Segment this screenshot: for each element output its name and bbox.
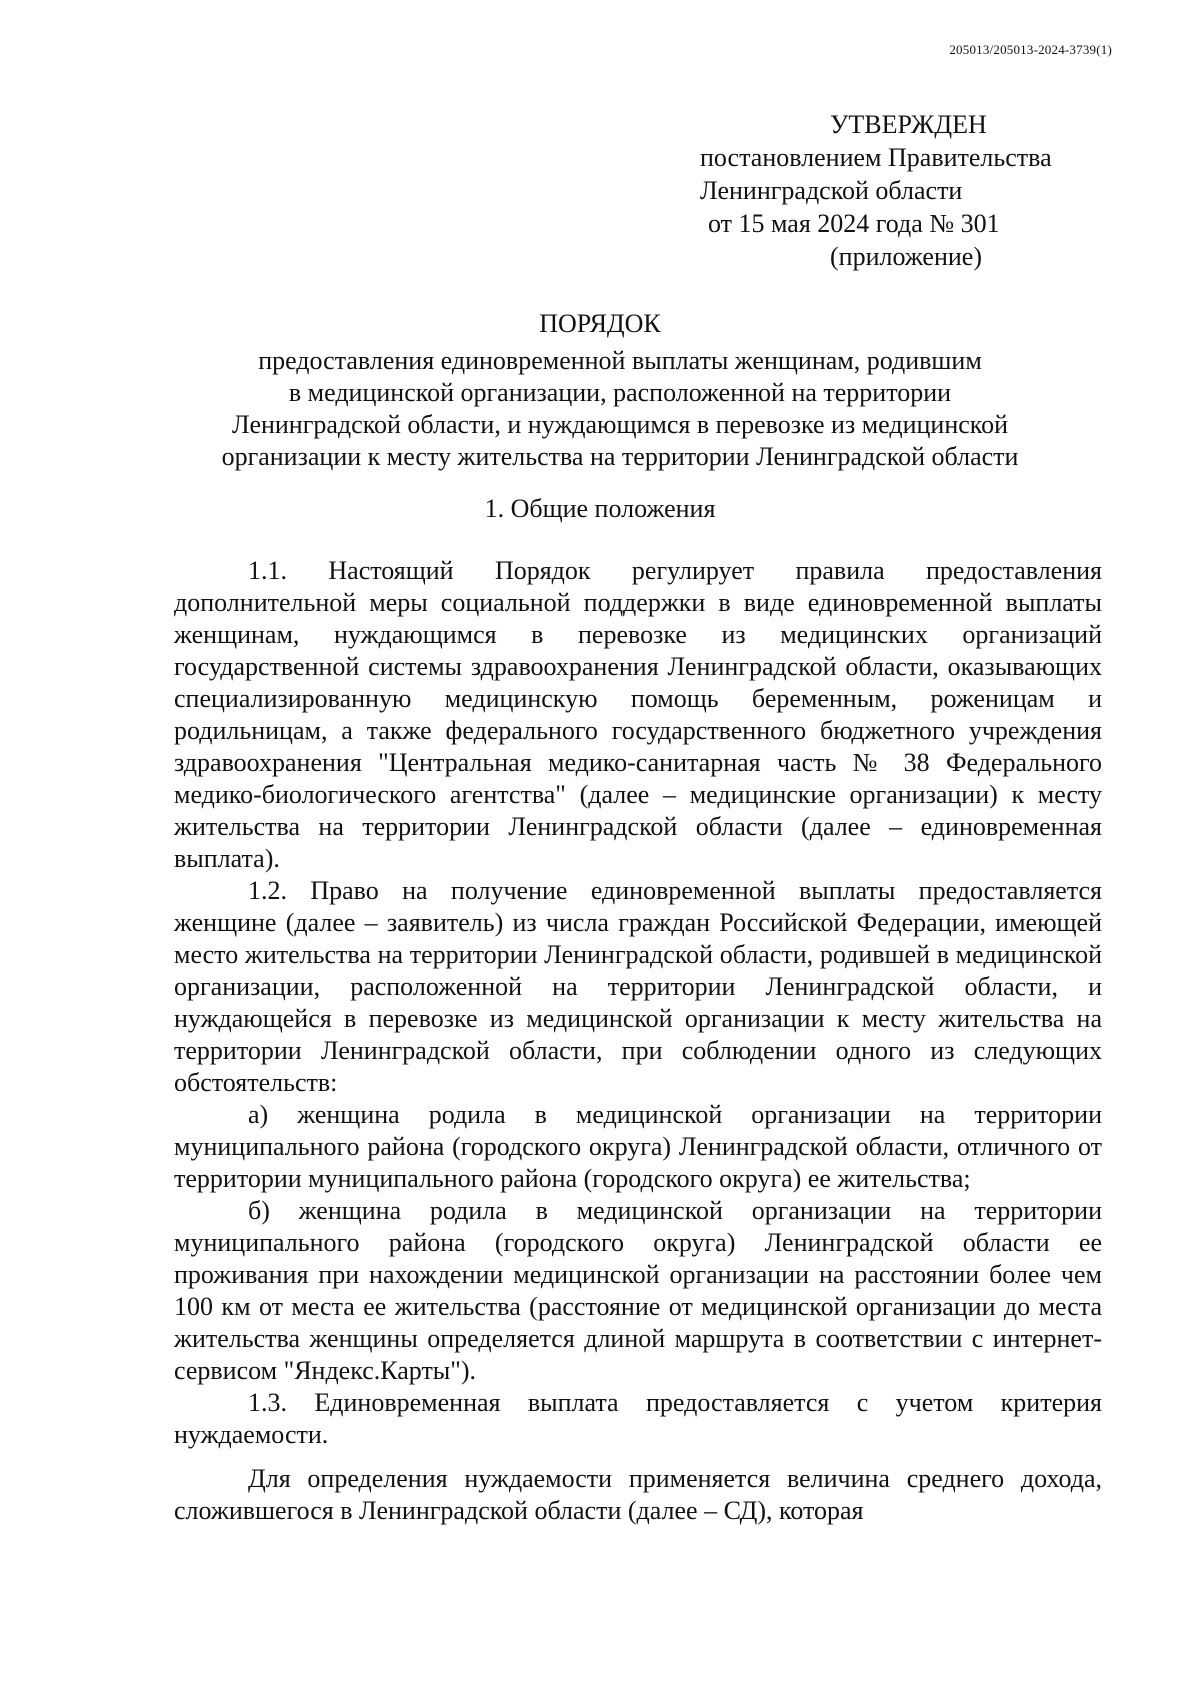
subtitle-line: организации к месту жительства на территории Ленинградской области [221,442,1019,471]
document-title: ПОРЯДОК [539,309,661,338]
approval-issuer: постановлением Правительства [700,143,1052,172]
approval-appendix: (приложение) [830,242,983,271]
document-subtitle [160,345,1080,473]
paragraph-1-2-b: б) женщина родила в медицинской организации на территории муниципального района (городского округа) Ленинградской области ее проживания при нахождении медицинской организации на расстоянии более чем 100 км от места ее жительства (расстояние от медицинской организации до места жительства женщины определяется длиной маршрута в соответствии с интернет-сервисом "Яндекс.Карты"). [174,1196,1102,1385]
paragraph-1-2-a: а) женщина родила в медицинской организации на территории муниципального района (городского округа) Ленинградской области, отличного от территории муниципального района (городского округа) ее жительства; [174,1100,1102,1193]
approval-date-number: от 15 мая 2024 года № 301 [708,209,1000,238]
subtitle-line: предоставления единовременной выплаты женщинам, родившим [258,346,982,375]
document-id: 205013/205013-2024-3739(1) [949,42,1112,57]
paragraph-need-criterion: Для определения нуждаемости применяется величина среднего дохода, сложившегося в Ленинградской области (далее – СД), которая [174,1464,1102,1525]
paragraph-1-1: 1.1. Настоящий Порядок регулирует правила предоставления дополнительной меры социальной поддержки в виде единовременной выплаты женщинам, нуждающимся в перевозке из медицинских организаций государственной системы здравоохранения Ленинградской области, оказывающих специализированную медицинскую помощь беременным, роженицам и родильницам, а также федерального государственного бюджетного учреждения здравоохранения "Центральная медико-санитарная часть № 38 Федерального медико-биологического агентства" (далее – медицинские организации) к месту жительства на территории Ленинградской области (далее – единовременная выплата). [174,556,1102,873]
document-body [174,555,1102,1527]
subtitle-line: Ленинградской области, и нуждающимся в перевозке из медицинской [231,410,1009,439]
approval-status: УТВЕРЖДЕН [830,110,987,139]
approval-region: Ленинградской области [700,176,963,205]
section-heading: 1. Общие положения [484,494,716,523]
paragraph-1-3: 1.3. Единовременная выплата предоставляется с учетом критерия нуждаемости. [174,1388,1102,1449]
approval-block [700,108,1120,273]
subtitle-line: в медицинской организации, расположенной на территории [288,378,952,407]
paragraph-1-2: 1.2. Право на получение единовременной выплаты предоставляется женщине (далее – заявитель) из числа граждан Российской Федерации, имеющей место жительства на территории Ленинградской области, родившей в медицинской организации, расположенной на территории Ленинградской области, и нуждающейся в перевозке из медицинской организации к месту жительства на территории Ленинградской области, при соблюдении одного из следующих обстоятельств: [174,876,1102,1097]
